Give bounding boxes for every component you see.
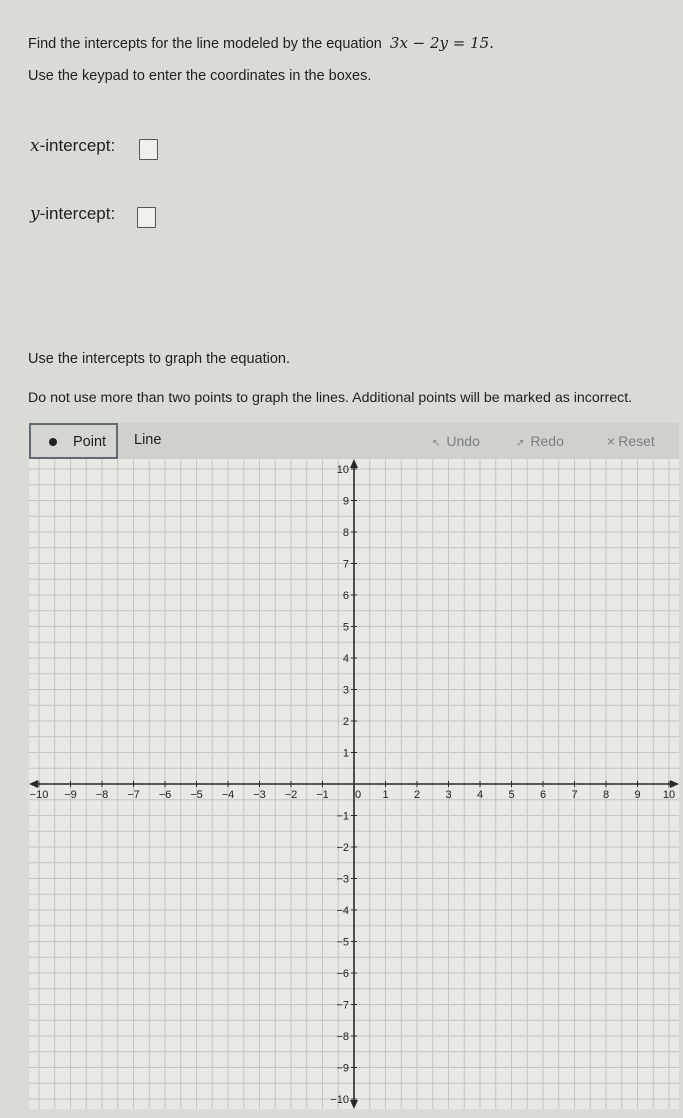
point-limit-warning: Do not use more than two points to graph the lines. Additional points will be marked as incorrect. bbox=[28, 390, 633, 406]
x-tick-label: −4 bbox=[221, 789, 235, 801]
x-tick-label: −5 bbox=[190, 789, 203, 801]
y-tick-label: −3 bbox=[336, 873, 349, 886]
y-tick-label: 4 bbox=[342, 653, 349, 665]
y-tick-label: 1 bbox=[342, 747, 349, 760]
y-tick-label: −9 bbox=[336, 1062, 349, 1075]
y-intercept-text: -intercept: bbox=[39, 204, 116, 223]
point-tool-label: Point bbox=[73, 434, 107, 450]
x-tick-label: 7 bbox=[571, 789, 578, 801]
x-tick-label: 10 bbox=[662, 789, 676, 801]
y-tick-label: 3 bbox=[342, 684, 349, 697]
y-tick-label: −7 bbox=[336, 999, 349, 1012]
y-tick-label: 7 bbox=[342, 558, 349, 571]
y-intercept-label bbox=[30, 204, 115, 224]
x-tick-label: 3 bbox=[445, 789, 452, 801]
x-intercept-input[interactable] bbox=[139, 139, 158, 160]
question-line-2: Use the keypad to enter the coordinates in the boxes. bbox=[28, 68, 372, 84]
y-tick-label: 10 bbox=[336, 464, 349, 476]
x-intercept-text: -intercept: bbox=[39, 136, 116, 155]
x-tick-label: −2 bbox=[284, 789, 298, 801]
y-tick-label: 2 bbox=[342, 716, 349, 728]
x-tick-label: −3 bbox=[253, 789, 266, 801]
y-tick-label: −8 bbox=[336, 1031, 349, 1043]
x-icon: × bbox=[607, 433, 616, 449]
x-tick-label: −9 bbox=[64, 789, 77, 801]
y-variable: y bbox=[30, 204, 40, 224]
y-tick-label: −4 bbox=[336, 905, 349, 917]
y-tick-label: −2 bbox=[336, 842, 349, 854]
y-tick-label: −5 bbox=[336, 936, 349, 949]
y-tick-label: −1 bbox=[336, 810, 349, 823]
x-variable: x bbox=[30, 136, 40, 156]
question-line-1 bbox=[28, 34, 494, 52]
equation: 3x − 2y = 15. bbox=[389, 34, 494, 52]
question-text: Find the intercepts for the line modeled by the equation bbox=[28, 36, 382, 52]
redo-button[interactable] bbox=[516, 433, 564, 449]
point-tool-button[interactable] bbox=[29, 423, 118, 459]
coordinate-graph[interactable] bbox=[29, 459, 679, 1109]
x-tick-label: 4 bbox=[476, 789, 484, 801]
undo-arrow-icon: ↖ bbox=[432, 438, 441, 449]
reset-button[interactable] bbox=[607, 433, 655, 449]
line-tool-button[interactable] bbox=[119, 423, 189, 459]
undo-button[interactable] bbox=[432, 433, 480, 449]
y-tick-label: 9 bbox=[342, 495, 349, 508]
y-tick-label: −6 bbox=[336, 968, 349, 980]
graph-toolbar bbox=[29, 423, 679, 459]
x-tick-label: −7 bbox=[127, 789, 140, 801]
reset-label: Reset bbox=[618, 433, 655, 449]
y-tick-label: −10 bbox=[330, 1094, 349, 1106]
point-dot-icon bbox=[49, 438, 57, 446]
x-tick-label: 5 bbox=[508, 789, 515, 801]
x-tick-label: −8 bbox=[95, 789, 109, 801]
x-tick-label: 2 bbox=[413, 789, 421, 801]
graph-instruction: Use the intercepts to graph the equation. bbox=[28, 351, 290, 367]
x-tick-label: −10 bbox=[29, 789, 49, 801]
x-tick-label: −1 bbox=[316, 789, 329, 801]
x-tick-label: 6 bbox=[539, 789, 547, 801]
undo-label: Undo bbox=[446, 433, 480, 449]
x-tick-label: 0 bbox=[354, 789, 362, 801]
y-intercept-input[interactable] bbox=[137, 207, 156, 228]
x-tick-label: 1 bbox=[382, 789, 389, 801]
line-tool-label: Line bbox=[134, 432, 162, 448]
x-tick-label: 8 bbox=[602, 789, 610, 801]
redo-label: Redo bbox=[530, 433, 564, 449]
y-tick-label: 8 bbox=[342, 527, 349, 539]
x-tick-label: −6 bbox=[158, 789, 172, 801]
x-intercept-label bbox=[30, 136, 115, 156]
x-tick-label: 9 bbox=[634, 789, 641, 801]
y-tick-label: 6 bbox=[342, 590, 349, 602]
y-tick-label: 5 bbox=[342, 621, 349, 634]
redo-arrow-icon: ↗ bbox=[516, 438, 525, 449]
